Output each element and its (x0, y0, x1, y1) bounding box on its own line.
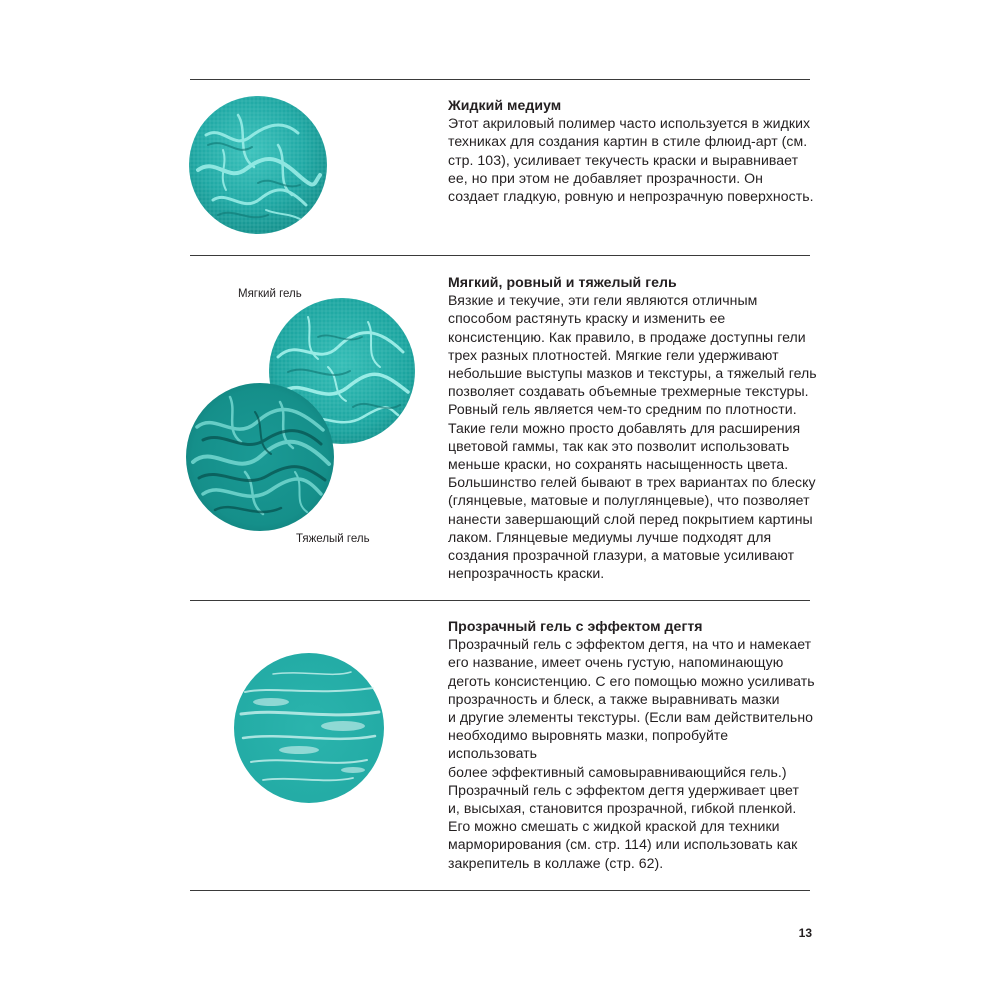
liquid-medium-swatch-image (188, 95, 328, 235)
body-line: стр. 103), усиливает текучесть краски и выравнивает (448, 151, 799, 168)
body-line: лаком. Глянцевые медиумы лучше подходят для (448, 528, 772, 545)
section-divider-top (190, 79, 810, 80)
soft-gel-caption: Мягкий гель (238, 288, 302, 300)
body-line: более эффективный самовыравнивающийся гель.) (448, 763, 787, 780)
body-line: закрепитель в коллаже (стр. 62). (448, 854, 664, 871)
body-line: способом растянуть краску и изменить ее (448, 310, 726, 327)
body-line: Прозрачный гель с эффектом дегтя, на что и намекает (448, 636, 812, 653)
body-line: техниках для создания картин в стиле флюид-арт (см. (448, 133, 808, 150)
body-line: и, высыхая, становится прозрачной, гибкой пленкой. (448, 800, 797, 817)
body-line: непрозрачность краски. (448, 565, 605, 582)
section-divider-1 (190, 255, 810, 256)
body-line: трех разных плотностей. Мягкие гели удерживают (448, 346, 779, 363)
body-line: Его можно смешать с жидкой краской для техники (448, 818, 780, 835)
body-line: меньше краски, но сохранять насыщенность цвета. (448, 456, 789, 473)
body-line: деготь консистенцию. С его помощью можно усиливать (448, 672, 815, 689)
body-line: марморирования (см. стр. 114) или использовать как (448, 836, 798, 853)
body-line: нанести завершающий слой перед покрытием картины (448, 510, 813, 527)
section-divider-bottom (190, 890, 810, 891)
body-line: консистенцию. Как правило, в продаже доступны гели (448, 328, 806, 345)
body-line: Такие гели можно просто добавлять для расширения (448, 419, 801, 436)
body-line: цветовой гаммы, так как это позволит использовать (448, 437, 790, 454)
section-liquid-medium (448, 96, 818, 205)
body-line: ее, но при этом не добавляет прозрачности. Он (448, 169, 764, 186)
body-line: Вязкие и текучие, эти гели являются отличным (448, 292, 758, 309)
heavy-gel-caption: Тяжелый гель (296, 533, 370, 545)
body-line: (глянцевые, матовые и полуглянцевые), что позволяет (448, 492, 810, 509)
body-line: его название, имеет очень густую, напоминающую (448, 654, 784, 671)
body-line: Большинство гелей бывают в трех вариантах по блеску (448, 474, 816, 491)
tar-gel-swatch-image (233, 652, 385, 804)
section-title: Прозрачный гель с эффектом дегтя (448, 618, 703, 634)
section-tar-gel (448, 617, 818, 872)
body-line: создания прозрачной глазури, а матовые усиливают (448, 547, 795, 564)
body-line: и другие элементы текстуры. (Если вам действительно (448, 709, 814, 726)
section-divider-2 (190, 600, 810, 601)
heavy-gel-swatch-image (185, 382, 335, 532)
body-line: прозрачность и блеск, а также выравнивать мазки (448, 690, 780, 707)
section-gels (448, 273, 818, 582)
section-title: Жидкий медиум (448, 97, 562, 113)
body-line: Прозрачный гель с эффектом дегтя удерживает цвет (448, 781, 799, 798)
body-line: небольшие выступы мазков и текстуры, а тяжелый гель (448, 365, 817, 382)
body-line: необходимо выровнять мазки, попробуйте использовать (448, 727, 729, 762)
body-line: Этот акриловый полимер часто используется в жидких (448, 115, 811, 132)
section-title: Мягкий, ровный и тяжелый гель (448, 274, 677, 290)
body-line: создает гладкую, ровную и непрозрачную поверхность. (448, 188, 814, 205)
body-line: Ровный гель является чем-то средним по плотности. (448, 401, 797, 418)
page-number: 13 (798, 926, 812, 940)
body-line: позволяет создавать объемные трехмерные текстуры. (448, 383, 809, 400)
